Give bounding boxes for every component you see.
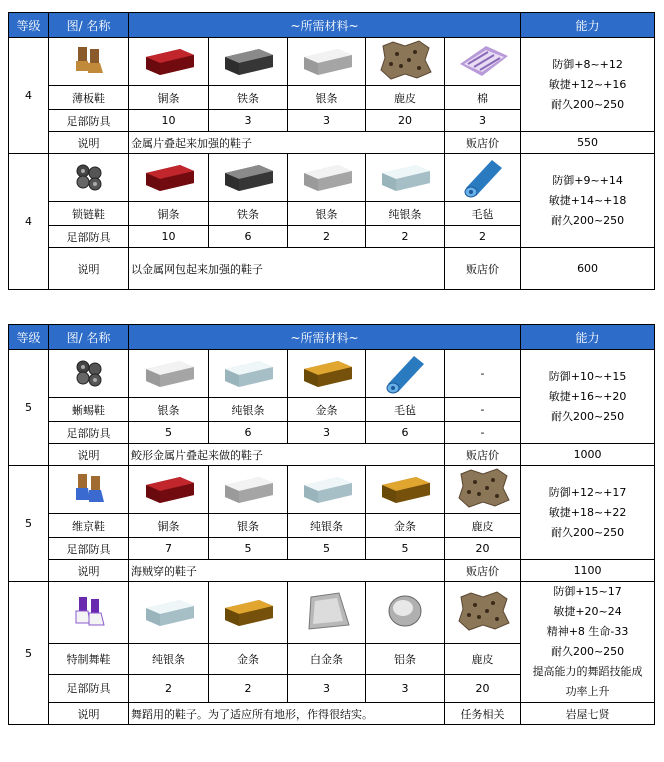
item-desc: 鲛形金属片叠起来做的鞋子	[129, 444, 445, 466]
material-qty: 7	[129, 538, 209, 560]
silver-bar-icon	[140, 353, 198, 391]
copper-bar-icon	[140, 157, 198, 195]
ability-line: 敏捷+20~24	[553, 605, 622, 618]
iron-bar-icon	[219, 41, 277, 79]
ability-line: 耐久200~250	[550, 645, 625, 658]
cotton-icon	[454, 40, 512, 80]
material-name: 金条	[288, 398, 366, 422]
header-name: 图/ 名称	[49, 325, 129, 350]
material-icon-cell	[209, 38, 288, 86]
aluminum-disc-icon	[383, 591, 427, 631]
item-price: 600	[521, 248, 655, 290]
slot-label: 足部防具	[49, 674, 129, 702]
item-level: 5	[9, 350, 49, 466]
desc-label: 说明	[49, 703, 129, 725]
material-name: 银条	[288, 202, 366, 226]
material-icon-cell	[445, 38, 521, 86]
item-icon-row	[9, 350, 655, 398]
ability-line: 防御+15~17	[553, 585, 622, 598]
material-qty: 6	[366, 422, 445, 444]
item-desc: 海贼穿的鞋子	[129, 560, 445, 582]
item-ability	[521, 350, 655, 444]
material-qty: -	[445, 422, 521, 444]
item-icon-cell	[49, 154, 129, 202]
item-level: 5	[9, 582, 49, 725]
material-icon-cell	[209, 466, 288, 514]
item-desc: 金属片叠起来加强的鞋子	[129, 132, 445, 154]
ability-line: 耐久200~250	[550, 213, 625, 227]
material-qty: 5	[209, 538, 288, 560]
item-icon-row	[9, 38, 655, 86]
material-qty: 3	[288, 422, 366, 444]
copper-bar-icon	[140, 41, 198, 79]
ability-line: 耐久200~250	[550, 525, 625, 539]
item-icon-row	[9, 582, 655, 644]
material-name: 棉	[445, 86, 521, 110]
material-qty: 3	[366, 674, 445, 702]
material-qty: 2	[366, 226, 445, 248]
material-qty: 10	[129, 226, 209, 248]
header-ability: 能力	[521, 13, 655, 38]
item-name: 锁链鞋	[49, 202, 129, 226]
deer-hide-icon	[375, 38, 435, 82]
material-qty: 5	[129, 422, 209, 444]
material-name: 纯银条	[366, 202, 445, 226]
header-row	[9, 325, 655, 350]
price-label: 贩店价	[445, 444, 521, 466]
material-name: 金条	[209, 643, 288, 674]
material-icon-cell	[366, 154, 445, 202]
material-name: 铜条	[129, 86, 209, 110]
table-2	[8, 324, 655, 725]
material-qty: 2	[129, 674, 209, 702]
material-qty: 5	[366, 538, 445, 560]
material-qty: 2	[445, 226, 521, 248]
material-icon-cell	[129, 154, 209, 202]
material-icon-cell	[129, 350, 209, 398]
material-qty: 6	[209, 226, 288, 248]
material-icon-cell	[209, 582, 288, 644]
felt-roll-icon	[458, 154, 508, 198]
material-qty: 20	[445, 674, 521, 702]
copper-bar-icon	[140, 469, 198, 507]
material-icon-cell	[129, 466, 209, 514]
item-price: 岩屋七贤	[521, 703, 655, 725]
header-materials: ~所需材料~	[129, 13, 521, 38]
material-name: 铜条	[129, 202, 209, 226]
deer-hide-icon	[453, 589, 513, 633]
material-icon-cell: -	[445, 350, 521, 398]
price-label: 贩店价	[445, 248, 521, 290]
slot-label: 足部防具	[49, 110, 129, 132]
ability-line: 精神+8 生命-33	[546, 625, 629, 638]
material-name: 纯银条	[209, 398, 288, 422]
material-name: 鹿皮	[445, 514, 521, 538]
header-materials: ~所需材料~	[129, 325, 521, 350]
item-name: 特制舞鞋	[49, 643, 129, 674]
item-ability	[521, 154, 655, 248]
material-icon-cell	[366, 582, 445, 644]
item-level: 4	[9, 38, 49, 154]
material-name: 纯银条	[129, 643, 209, 674]
item-name: 维京鞋	[49, 514, 129, 538]
material-name: 铁条	[209, 86, 288, 110]
gold-bar-icon	[298, 353, 356, 391]
desc-label: 说明	[49, 444, 129, 466]
gold-bar-icon	[376, 469, 434, 507]
silver-bar-icon	[298, 41, 356, 79]
desc-label: 说明	[49, 248, 129, 290]
item-desc-row	[9, 248, 655, 290]
header-level: 等级	[9, 13, 49, 38]
header-row	[9, 13, 655, 38]
item-icon-cell	[49, 466, 129, 514]
felt-roll-icon	[380, 350, 430, 394]
material-name: 银条	[129, 398, 209, 422]
material-qty: 3	[288, 674, 366, 702]
item-level: 4	[9, 154, 49, 290]
material-name: 银条	[209, 514, 288, 538]
ability-line: 防御+12~+17	[548, 485, 627, 499]
material-icon-cell	[445, 466, 521, 514]
ability-line: 功率上升	[565, 685, 610, 698]
slot-label: 足部防具	[49, 226, 129, 248]
deer-hide-icon	[453, 466, 513, 510]
pure-silver-bar-icon	[140, 592, 198, 630]
item-ability	[521, 38, 655, 132]
material-icon-cell	[288, 582, 366, 644]
desc-label: 说明	[49, 560, 129, 582]
material-icon-cell	[129, 582, 209, 644]
item-price: 550	[521, 132, 655, 154]
material-name: 银条	[288, 86, 366, 110]
material-icon-cell	[445, 154, 521, 202]
item-icon-row	[9, 466, 655, 514]
header-ability: 能力	[521, 325, 655, 350]
material-name: 铜条	[129, 514, 209, 538]
material-icon-cell	[366, 466, 445, 514]
slot-label: 足部防具	[49, 422, 129, 444]
material-icon-cell	[209, 350, 288, 398]
material-name: 鹿皮	[445, 643, 521, 674]
ability-line: 敏捷+18~+22	[548, 505, 627, 519]
material-name: 纯银条	[288, 514, 366, 538]
item-ability	[521, 466, 655, 560]
material-name: -	[445, 398, 521, 422]
item-icon-cell	[49, 582, 129, 644]
item-desc-row	[9, 703, 655, 725]
item-name: 薄板鞋	[49, 86, 129, 110]
material-icon-cell	[288, 38, 366, 86]
material-qty: 20	[445, 538, 521, 560]
material-name: 金条	[366, 514, 445, 538]
item-name: 蜥蜴鞋	[49, 398, 129, 422]
material-icon-cell	[445, 582, 521, 644]
iron-bar-icon	[219, 157, 277, 195]
slot-label: 足部防具	[49, 538, 129, 560]
item-price: 1100	[521, 560, 655, 582]
material-icon-cell	[129, 38, 209, 86]
material-name: 鹿皮	[366, 86, 445, 110]
price-label: 贩店价	[445, 132, 521, 154]
material-icon-cell	[288, 154, 366, 202]
silver-bar-icon	[298, 157, 356, 195]
pure-silver-bar-icon	[298, 469, 356, 507]
price-label: 任务相关	[445, 703, 521, 725]
header-name: 图/ 名称	[49, 13, 129, 38]
viking-boot-icon	[72, 470, 106, 506]
ability-line: 耐久200~250	[550, 97, 625, 111]
material-qty: 2	[288, 226, 366, 248]
ability-line: 敏捷+16~+20	[548, 389, 627, 403]
header-level: 等级	[9, 325, 49, 350]
item-desc-row	[9, 560, 655, 582]
ability-line: 耐久200~250	[550, 409, 625, 423]
silver-bar-icon	[219, 469, 277, 507]
material-name: 铝条	[366, 643, 445, 674]
ability-line: 提高能力的舞蹈技能成	[532, 665, 643, 678]
brown-boot-icon	[72, 43, 106, 77]
pure-silver-bar-icon	[376, 157, 434, 195]
ability-line: 防御+8~+12	[552, 57, 623, 71]
item-desc-row	[9, 444, 655, 466]
dance-shoe-icon	[72, 593, 106, 629]
item-ability	[521, 582, 655, 703]
material-qty: 3	[445, 110, 521, 132]
material-icon-cell	[288, 466, 366, 514]
material-icon-cell	[288, 350, 366, 398]
item-level: 5	[9, 466, 49, 582]
item-icon-row	[9, 154, 655, 202]
chain-boot-icon	[72, 159, 106, 193]
material-qty: 3	[288, 110, 366, 132]
ability-line: 防御+10~+15	[548, 369, 627, 383]
material-name: 毛毡	[366, 398, 445, 422]
item-desc-row	[9, 132, 655, 154]
price-label: 贩店价	[445, 560, 521, 582]
material-name: 白金条	[288, 643, 366, 674]
material-qty: 6	[209, 422, 288, 444]
material-qty: 10	[129, 110, 209, 132]
item-desc: 舞蹈用的鞋子。为了适应所有地形，作得很结实。	[129, 703, 445, 725]
desc-label: 说明	[49, 132, 129, 154]
material-qty: 2	[209, 674, 288, 702]
ability-line: 防御+9~+14	[552, 173, 623, 187]
material-icon-cell	[209, 154, 288, 202]
item-icon-cell	[49, 38, 129, 86]
material-qty: 20	[366, 110, 445, 132]
platinum-ingot-icon	[299, 589, 355, 633]
item-price: 1000	[521, 444, 655, 466]
material-name: 铁条	[209, 202, 288, 226]
material-name: 毛毡	[445, 202, 521, 226]
table-1	[8, 12, 655, 290]
gold-bar-icon	[219, 592, 277, 630]
item-icon-cell	[49, 350, 129, 398]
material-qty: 3	[209, 110, 288, 132]
pure-silver-bar-icon	[219, 353, 277, 391]
material-icon-cell	[366, 350, 445, 398]
ability-line: 敏捷+12~+16	[548, 77, 627, 91]
material-qty: 5	[288, 538, 366, 560]
chain-boot-icon	[72, 355, 106, 389]
ability-line: 敏捷+14~+18	[548, 193, 627, 207]
item-desc: 以金属网包起来加强的鞋子	[129, 248, 445, 290]
material-icon-cell	[366, 38, 445, 86]
